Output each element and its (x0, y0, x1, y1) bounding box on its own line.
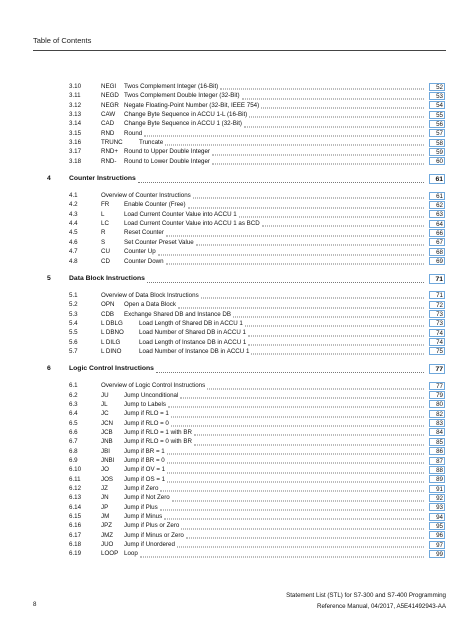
entry-mnemonic: FR (101, 201, 110, 209)
entry-description: Overview of Data Block Instructions (101, 291, 199, 299)
chapter-title: Logic Control Instructions (69, 365, 154, 373)
entry-description: Enable Counter (Free) (124, 201, 186, 209)
entry-page-link[interactable]: 73 (429, 319, 445, 327)
entry-description: Jump if RLO = 0 with BR (124, 438, 192, 446)
entry-description: Overview of Logic Control Instructions (101, 382, 206, 390)
entry-description: Load Current Counter Value into ACCU 1 (124, 210, 237, 218)
running-header: Table of Contents (33, 36, 92, 45)
entry-mnemonic: RND+ (101, 148, 119, 156)
entry-number: 6.16 (69, 522, 82, 530)
entry-description: Set Counter Preset Value (124, 238, 194, 246)
leader-dots (156, 358, 424, 373)
entry-title (101, 391, 178, 400)
entry-page-link[interactable]: 54 (429, 101, 445, 109)
entry-page-link[interactable]: 97 (429, 541, 445, 549)
toc-chapter-row[interactable] (33, 272, 445, 286)
entry-number: 6.9 (69, 457, 78, 464)
leader-dots (166, 254, 424, 264)
entry-page-link[interactable]: 92 (429, 494, 445, 502)
entry-number: 3.13 (69, 111, 82, 119)
entry-mnemonic: CDB (101, 310, 115, 318)
entry-page-link[interactable]: 84 (429, 428, 445, 436)
entry-description: Change Byte Sequence in ACCU 1-L (16-Bit) (124, 111, 248, 119)
entry-title (101, 310, 231, 319)
entry-mnemonic: CU (101, 248, 110, 256)
leader-dots (140, 547, 424, 557)
entry-mnemonic: CD (101, 257, 110, 265)
entry-description: Exchange Shared DB and Instance DB (124, 310, 231, 318)
entry-number: 6.6 (69, 428, 78, 436)
entry-description: Jump if RLO = 1 (124, 410, 169, 418)
entry-page-link[interactable]: 99 (429, 550, 445, 558)
entry-title (101, 138, 163, 147)
entry-number: 3.17 (69, 148, 82, 156)
entry-mnemonic: JMZ (101, 531, 114, 539)
entry-page-link[interactable]: 71 (429, 291, 445, 299)
entry-title (101, 447, 165, 456)
toc-chapter-row[interactable] (33, 362, 445, 376)
entry-description: Reset Counter (124, 229, 164, 237)
entry-description: Round to Lower Double Integer (124, 157, 210, 165)
footer-doc-title: Statement List (STL) for S7-300 and S7-400 Programming (286, 592, 446, 599)
entry-mnemonic: L DBNO (101, 329, 124, 337)
entry-title (101, 300, 176, 309)
entry-page-link[interactable]: 73 (429, 310, 445, 318)
entry-description: Truncate (139, 139, 164, 147)
entry-number: 6.8 (69, 447, 78, 455)
entry-page-link[interactable]: 61 (429, 192, 445, 200)
entry-page-link[interactable]: 74 (429, 338, 445, 346)
entry-description: Load Current Counter Value into ACCU 1 as BCD (124, 220, 260, 228)
entry-description: Load Length of Instance DB in ACCU 1 (139, 338, 247, 346)
entry-title (101, 400, 166, 409)
entry-description: Round to Upper Double Integer (124, 148, 210, 156)
entry-description: Counter Down (124, 257, 164, 265)
entry-mnemonic: LC (101, 220, 109, 228)
leader-dots (212, 154, 424, 164)
entry-title (101, 456, 165, 465)
entry-title (101, 419, 169, 428)
leader-dots (251, 344, 424, 354)
entry-mnemonic: S (101, 238, 106, 246)
entry-description: Twos Complement Integer (16-Bit) (124, 83, 219, 90)
entry-mnemonic: JO (101, 466, 109, 474)
entry-title (101, 347, 249, 356)
entry-description: Load Number of Instance DB in ACCU 1 (139, 347, 250, 355)
entry-mnemonic: NEGD (101, 92, 119, 100)
entry-title (101, 228, 164, 237)
entry-title (101, 428, 192, 437)
chapter-page-link[interactable]: 61 (429, 174, 445, 184)
chapter-title: Data Block Instructions (69, 274, 145, 282)
entry-number: 5.5 (69, 329, 78, 337)
page-number: 8 (33, 601, 37, 608)
entry-page-link[interactable]: 59 (429, 148, 445, 156)
chapter-page-link[interactable]: 77 (429, 364, 445, 374)
entry-number: 6.1 (69, 382, 78, 390)
entry-description: Load Length of Shared DB in ACCU 1 (139, 319, 243, 327)
entry-description: Jump if Minus or Zero (124, 531, 184, 539)
entry-page-link[interactable]: 72 (429, 301, 445, 309)
entry-title (101, 257, 164, 266)
entry-number: 6.14 (69, 503, 82, 511)
entry-description: Jump if BR = 1 (124, 447, 165, 455)
entry-number: 5.3 (69, 310, 78, 318)
entry-mnemonic: JNBI (101, 457, 115, 464)
entry-mnemonic: JNB (101, 438, 113, 446)
entry-number: 4.4 (69, 220, 78, 228)
entry-mnemonic: RND (101, 129, 115, 137)
entry-description: Jump if OV = 1 (124, 466, 166, 474)
entry-page-link[interactable]: 75 (429, 347, 445, 355)
entry-title (101, 465, 165, 474)
chapter-number: 4 (47, 175, 51, 183)
entry-page-link[interactable]: 87 (429, 457, 445, 465)
entry-description: Change Byte Sequence in ACCU 1 (32-Bit) (124, 120, 242, 128)
entry-mnemonic: JBI (101, 447, 110, 455)
entry-mnemonic: JP (101, 503, 109, 511)
chapter-title: Counter Instructions (69, 175, 136, 183)
entry-number: 4.1 (69, 192, 78, 200)
entry-title (101, 247, 156, 256)
entry-mnemonic: TRUNC (101, 139, 123, 147)
entry-number: 4.3 (69, 210, 78, 218)
entry-title (101, 200, 186, 209)
entry-description: Jump if BR = 0 (124, 457, 165, 464)
entry-page-link[interactable]: 57 (429, 129, 445, 137)
entry-description: Jump if Minus (124, 513, 163, 521)
entry-title (101, 147, 210, 156)
entry-mnemonic: JM (101, 513, 110, 521)
entry-page-link[interactable]: 64 (429, 220, 445, 228)
entry-page-link[interactable]: 74 (429, 329, 445, 337)
entry-mnemonic: NEGR (101, 101, 119, 109)
entry-mnemonic: L DBLG (101, 319, 123, 327)
entry-mnemonic: JCN (101, 419, 114, 427)
entry-description: Jump if Zero (124, 485, 159, 493)
entry-mnemonic: JPZ (101, 522, 113, 530)
entry-mnemonic: JCB (101, 428, 113, 436)
entry-description: Jump if Plus or Zero (124, 522, 180, 530)
entry-title (101, 512, 162, 521)
toc-entry-row[interactable] (33, 347, 445, 356)
leader-dots (138, 168, 424, 183)
entry-title (101, 338, 246, 347)
entry-description: Open a Data Block (124, 301, 176, 309)
entry-number: 6.4 (69, 410, 78, 418)
entry-page-link[interactable]: 83 (429, 419, 445, 427)
entry-title (101, 129, 142, 138)
header-rule (33, 50, 446, 51)
toc-entry-row[interactable] (33, 549, 445, 558)
entry-title (101, 191, 191, 200)
entry-page-link[interactable]: 56 (429, 120, 445, 128)
entry-description: Jump if RLO = 1 with BR (124, 428, 192, 436)
entry-page-link[interactable]: 91 (429, 485, 445, 493)
entry-mnemonic: CAD (101, 120, 115, 128)
entry-description: Negate Floating-Point Number (32-Bit, IEEE 754) (124, 101, 260, 109)
entry-mnemonic: JN (101, 494, 109, 502)
entry-number: 4.7 (69, 248, 78, 256)
entry-page-link[interactable]: 53 (429, 92, 445, 100)
entry-title (101, 484, 158, 493)
toc-entry-row[interactable] (33, 257, 445, 266)
entry-number: 6.19 (69, 550, 82, 558)
entry-page-link[interactable]: 80 (429, 400, 445, 408)
entry-number: 6.10 (69, 466, 82, 474)
entry-title (101, 475, 165, 484)
chapter-page-link[interactable]: 71 (429, 274, 445, 284)
entry-title (101, 521, 179, 530)
entry-page-link[interactable]: 95 (429, 522, 445, 530)
entry-page-link[interactable]: 85 (429, 438, 445, 446)
entry-description: Jump to Labels (124, 400, 166, 408)
entry-number: 5.6 (69, 338, 78, 346)
entry-page-link[interactable]: 68 (429, 248, 445, 256)
entry-number: 3.16 (69, 139, 82, 147)
entry-page-link[interactable]: 89 (429, 475, 445, 483)
entry-title (101, 503, 158, 512)
entry-mnemonic: JC (101, 410, 109, 418)
entry-description: Jump Unconditional (124, 391, 179, 399)
entry-title (101, 91, 240, 100)
entry-number: 5.4 (69, 319, 78, 327)
entry-number: 6.2 (69, 391, 78, 399)
entry-title (101, 210, 237, 219)
entry-number: 6.13 (69, 494, 82, 502)
entry-number: 6.3 (69, 400, 78, 408)
entry-mnemonic: OPN (101, 301, 115, 309)
entry-number: 3.18 (69, 157, 82, 165)
entry-mnemonic: CAW (101, 111, 116, 119)
entry-mnemonic: LOOP (101, 550, 119, 558)
entry-number: 4.2 (69, 201, 78, 209)
entry-number: 5.1 (69, 291, 78, 299)
entry-page-link[interactable]: 69 (429, 257, 445, 265)
chapter-number: 6 (47, 365, 51, 373)
entry-description: Jump if RLO = 0 (124, 419, 169, 427)
entry-title (101, 531, 184, 540)
entry-number: 3.14 (69, 120, 82, 128)
entry-mnemonic: JU (101, 391, 109, 399)
entry-title (101, 110, 247, 119)
entry-description: Jump if OS = 1 (124, 475, 166, 483)
entry-page-link[interactable]: 62 (429, 201, 445, 209)
entry-mnemonic: JOS (101, 475, 114, 483)
entry-page-link[interactable]: 88 (429, 466, 445, 474)
entry-number: 6.18 (69, 541, 82, 549)
table-of-contents (33, 82, 445, 559)
entry-number: 6.15 (69, 513, 82, 521)
entry-description: Loop (124, 550, 138, 558)
entry-page-link[interactable]: 96 (429, 531, 445, 539)
toc-chapter-row[interactable] (33, 172, 445, 186)
entry-number: 6.5 (69, 419, 78, 427)
entry-description: Jump if Plus (124, 503, 158, 511)
entry-number: 3.15 (69, 129, 82, 137)
entry-page-link[interactable]: 63 (429, 210, 445, 218)
entry-mnemonic: JUO (101, 541, 114, 549)
entry-mnemonic: JZ (101, 485, 108, 493)
entry-number: 3.12 (69, 101, 82, 109)
entry-mnemonic: RND- (101, 157, 117, 165)
entry-page-link[interactable]: 93 (429, 503, 445, 511)
entry-mnemonic: L DINO (101, 347, 122, 355)
entry-mnemonic: NEGI (101, 83, 117, 90)
entry-description: Overview of Counter Instructions (101, 192, 191, 200)
entry-title (101, 328, 246, 337)
entry-page-link[interactable]: 94 (429, 513, 445, 521)
toc-entry-row[interactable] (33, 157, 445, 166)
leader-dots (147, 268, 424, 283)
entry-mnemonic: R (101, 229, 106, 237)
entry-number: 6.11 (69, 475, 81, 483)
entry-description: Load Number of Shared DB in ACCU 1 (139, 329, 246, 337)
entry-number: 3.11 (69, 92, 81, 100)
entry-description: Counter Up (124, 248, 156, 256)
entry-number: 6.12 (69, 485, 82, 493)
entry-title (101, 101, 259, 110)
entry-page-link[interactable]: 77 (429, 382, 445, 390)
entry-description: Jump if Unordered (124, 541, 175, 549)
entry-number: 4.8 (69, 257, 78, 265)
entry-number: 6.7 (69, 438, 78, 446)
entry-description: Jump if Not Zero (124, 494, 170, 502)
entry-description: Twos Complement Double Integer (32-Bit) (124, 92, 240, 100)
entry-page-link[interactable]: 55 (429, 111, 445, 119)
entry-number: 6.17 (69, 531, 82, 539)
entry-description: Round (124, 129, 143, 137)
entry-title (101, 549, 138, 558)
entry-title (101, 82, 218, 91)
entry-mnemonic: L DILG (101, 338, 121, 346)
entry-number: 5.2 (69, 301, 78, 309)
entry-number: 5.7 (69, 347, 78, 355)
entry-page-link[interactable]: 86 (429, 447, 445, 455)
entry-page-link[interactable]: 82 (429, 410, 445, 418)
entry-page-link[interactable]: 52 (429, 83, 445, 91)
entry-page-link[interactable]: 79 (429, 391, 445, 399)
entry-number: 4.6 (69, 238, 78, 246)
entry-page-link[interactable]: 66 (429, 229, 445, 237)
entry-title (101, 409, 169, 418)
chapter-number: 5 (47, 274, 51, 282)
entry-number: 3.10 (69, 83, 82, 90)
entry-title (101, 319, 243, 328)
entry-number: 4.5 (69, 229, 78, 237)
entry-title (101, 157, 210, 166)
entry-page-link[interactable]: 67 (429, 238, 445, 246)
entry-mnemonic: L (101, 210, 105, 218)
entry-page-link[interactable]: 58 (429, 139, 445, 147)
entry-mnemonic: JL (101, 400, 108, 408)
footer-doc-info: Reference Manual, 04/2017, A5E41492943-AA (316, 603, 446, 610)
entry-page-link[interactable]: 60 (429, 157, 445, 165)
